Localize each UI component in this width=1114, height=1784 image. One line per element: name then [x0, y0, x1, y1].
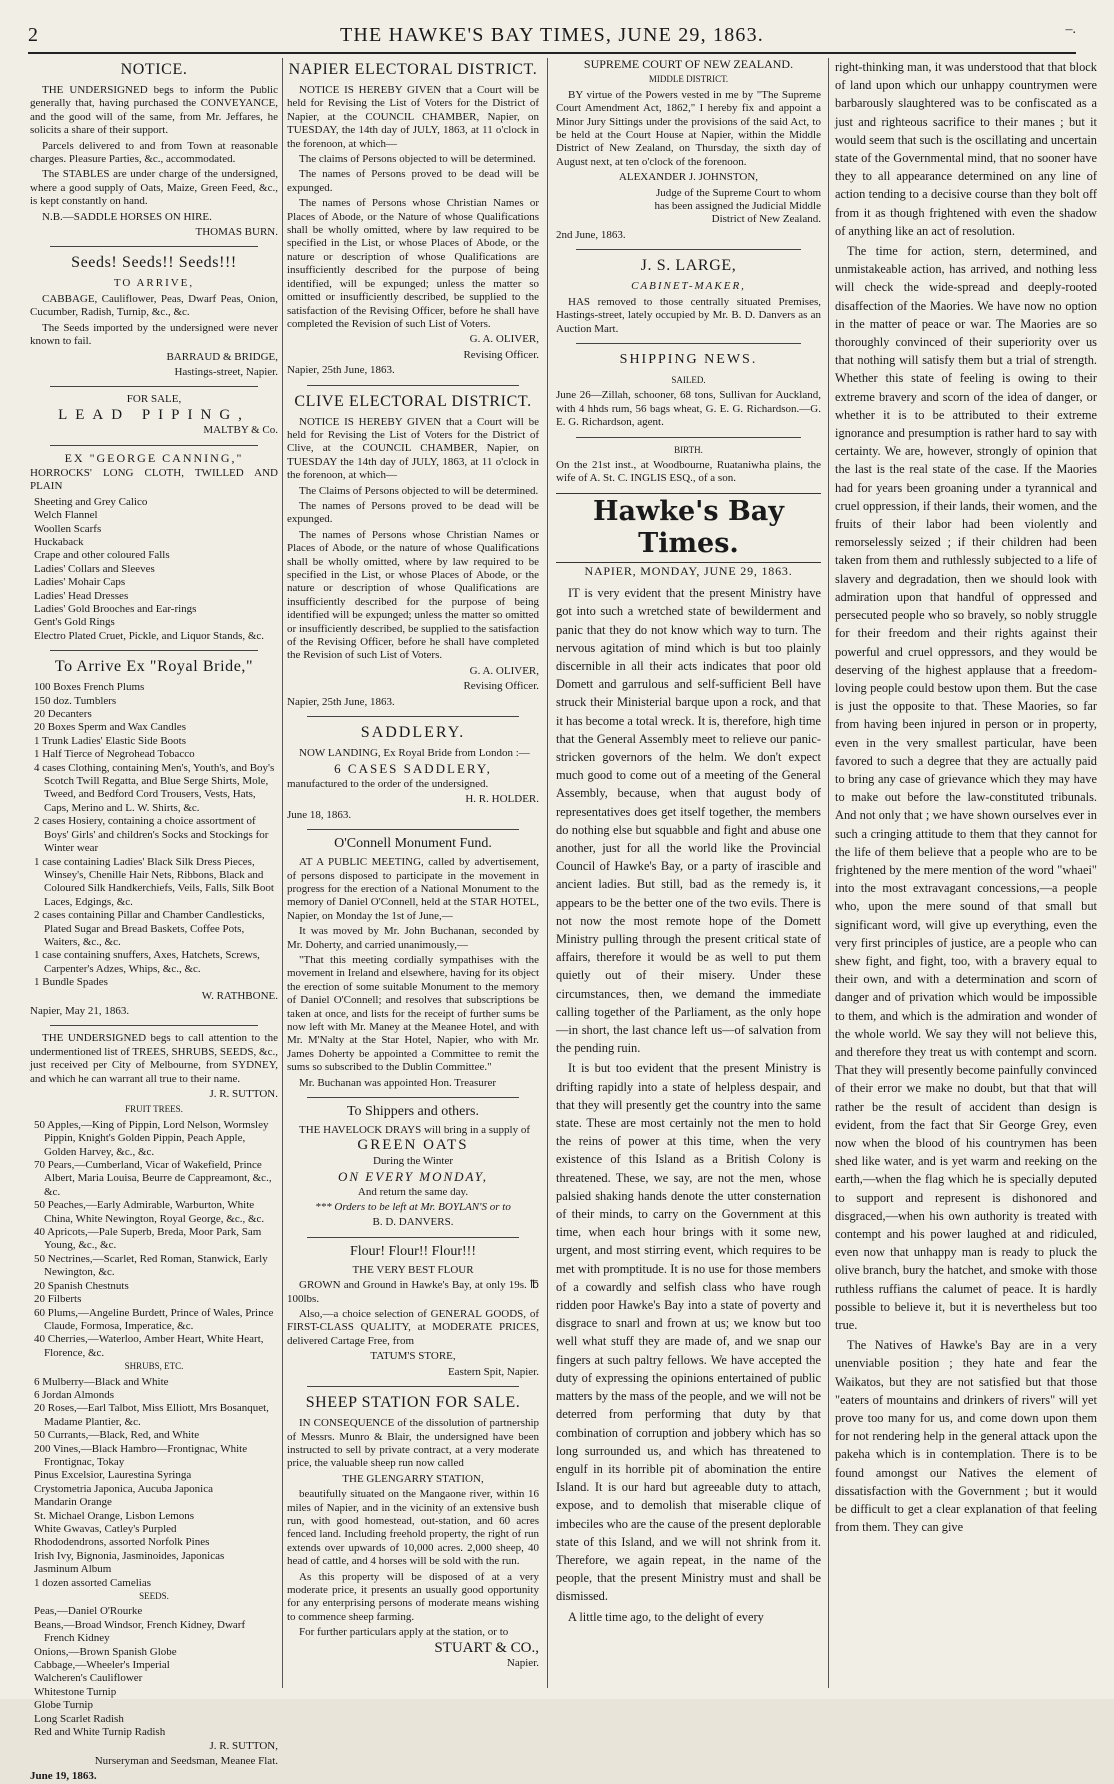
list-item: 1 Trunk Ladies' Elastic Side Boots	[34, 734, 187, 747]
birth-notice	[556, 444, 821, 486]
trees-date: June 19, 1863.	[30, 1770, 97, 1783]
column-rule	[828, 58, 829, 1688]
sheep-heading: SHEEP STATION FOR SALE.	[305, 1394, 521, 1412]
list-item: 50 Apples,—King of Pippin, Lord Nelson, Wormsley Pippin, Knight's Golden Pippin, Peach Apple, Golden Harvey, &c., &c.	[34, 1118, 269, 1158]
list-item: Red and White Turnip Radish	[34, 1726, 166, 1739]
list-item: White Gwavas, Catley's Purpled	[34, 1523, 177, 1535]
clive-date: Napier, 25th June, 1863.	[287, 695, 395, 708]
column-1	[30, 58, 278, 1783]
napier-signature: G. A. OLIVER,	[469, 333, 539, 346]
oconnell-para: AT A PUBLIC MEETING, called by advertisement, of persons disposed to participate in the movement in progress for the erection of a National Monument to the memory of Daniel O'Connell, held at the STAR HOTEL, Napier, on Monday the 1st of June,—	[287, 856, 539, 922]
court-heading: SUPREME COURT OF NEW ZEALAND.	[583, 57, 794, 71]
trees-signature: J. R. SUTTON.	[209, 1088, 278, 1100]
saddlery-para: 6 CASES SADDLERY,	[334, 761, 492, 777]
seeds-signature: BARRAUD & BRIDGE,	[166, 350, 278, 363]
lead-body: LEAD PIPING,	[58, 406, 250, 423]
sheep-signature: STUART & CO.,	[434, 1639, 539, 1656]
birth-para: On the 21st inst., at Woodbourne, Ruataniwha plains, the wife of A. St. C. INGLIS ESQ., of a son.	[556, 458, 821, 485]
notice-ad	[30, 60, 278, 239]
divider	[307, 1237, 519, 1238]
notice-heading: NOTICE.	[120, 61, 188, 78]
royal-heading: To Arrive Ex "Royal Bride,"	[54, 658, 254, 676]
column-3	[556, 58, 821, 1688]
court-signature: ALEXANDER J. JOHNSTON,	[618, 171, 759, 184]
oconnell-notice	[287, 836, 539, 1090]
napier-role: Revising Officer.	[463, 348, 539, 361]
column-2	[287, 58, 539, 1688]
flour-para: Also,—a choice selection of GENERAL GOODS, of FIRST-CLASS QUALITY, at MODERATE PRICES, delivered Cartage Free, from	[287, 1308, 539, 1347]
list-item: Walcheren's Cauliflower	[34, 1672, 143, 1685]
list-item: Jasminum Album	[34, 1563, 112, 1576]
lead-signature: MALTBY & Co.	[203, 424, 278, 437]
list-item: Electro Plated Cruet, Pickle, and Liquor Stands, &c.	[34, 629, 265, 642]
divider	[307, 385, 519, 386]
list-item: 200 Vines,—Black Hambro—Frontignac, White Frontignac, Tokay	[34, 1442, 248, 1468]
list-item: Gent's Gold Rings	[34, 616, 115, 629]
list-item: Globe Turnip	[34, 1699, 93, 1712]
shippers-para: And return the same day.	[357, 1185, 469, 1198]
large-heading: J. S. LARGE,	[640, 257, 737, 275]
george-canning-ad	[30, 452, 278, 644]
oconnell-para: "That this meeting cordially sympathises with the movement in Ireland and elsewhere, having for its object the erection of some suitable Monument to the memory of Daniel O'Connell; and resolves that subscriptions be taken at once, and lists for the receipt of further sums be now left with Mr. Maney at the Meanee Hotel, and with Mr. M'Nalty at the Star Hotel, Napier, who with Mr. James Doherty be appointed a Committee to remit the sums so subscribed to the Dublin Committee."	[287, 953, 539, 1074]
clive-para: The names of Persons whose Christian Names or Places of Abode, or the nature of whose Qualifications shall be wholly omitted, where by law required to be specified in the List, or whose Places of Abode, or the nature or description of whose Qualifications are insufficiently described for the purpose of being identified will be expunged; unless the matter so omitted or insufficiently described, be supplied to the satisfaction of the Revising Officer, before he shall have completed the Revision of such List of Voters.	[287, 528, 539, 662]
column-rule	[547, 58, 548, 1688]
george-heading: EX "GEORGE CANNING,"	[64, 450, 244, 465]
divider	[50, 246, 258, 247]
list-item: Whitestone Turnip	[34, 1685, 117, 1698]
clive-role: Revising Officer.	[463, 680, 539, 693]
list-item: 4 cases Clothing, containing Men's, Youth's, and Boy's Scotch Twill Regatta, and Blue Serge Shirts, Mole, Tweed, and Bedford Cord Trousers, Vests, Hats, Caps, Merino and L. W. Shirts, &c.	[34, 761, 275, 814]
divider	[50, 445, 258, 446]
list-item: Huckaback	[34, 535, 84, 548]
napier-para: The names of Persons whose Christian Names or Places of Abode, or the Nature of whose Qualifications shall be wholly omitted, where by law required to be specified in the List, or whose Places of Abode, or the nature or description of whose Qualifications are insufficiently described for the purpose of being identified, will be expunged; unless the matter so omitted or insufficiently described, be supplied to the satisfaction of the Revising Officer, before he shall have completed the Revision of such List of Voters.	[287, 197, 539, 330]
trees-intro: THE UNDERSIGNED begs to call attention to the undermentioned list of TREES, SHRUBS, SEEDS, &c., just received per City of Melbourne, from SYDNEY, and which he can warrant all true to their name.	[30, 1032, 278, 1085]
clive-para: NOTICE IS HEREBY GIVEN that a Court will be held for Revising the List of Voters for the District of Clive, at the COUNCIL CHAMBER, Napier, on TUESDAY the 14th day of JULY, 1863, at 11 o'clock in the forenoon, at which—	[287, 415, 539, 482]
shippers-para: During the Winter	[372, 1154, 453, 1167]
list-item: 20 Roses,—Earl Talbot, Miss Elliott, Mrs Bosanquet, Madame Plantier, &c.	[34, 1402, 269, 1428]
shipping-news	[556, 350, 821, 430]
flour-ad	[287, 1244, 539, 1379]
editorial-para: A little time ago, to the delight of every	[568, 1609, 764, 1624]
seeds-subheading: TO ARRIVE,	[113, 277, 195, 290]
list-item: 1 case containing snuffers, Axes, Hatchets, Screws, Carpenter's Adzes, Whips, &c., &c.	[34, 949, 260, 975]
list-item: 50 Nectrines,—Scarlet, Red Roman, Stanwick, Early Newington, &c.	[34, 1252, 268, 1279]
saddlery-ad	[287, 723, 539, 822]
list-item: 1 case containing Ladies' Black Silk Dress Pieces, Winsey's, Chenille Hair Nets, Ribbons, Black and Coloured Silk Handkerchiefs, Veils, Falls, Silk Boot Laces, Edgings, &c.	[34, 855, 274, 908]
trees-sub: SHRUBS, ETC.	[124, 1361, 184, 1372]
list-item: 150 doz. Tumblers	[34, 694, 117, 707]
sheep-para: IN CONSEQUENCE of the dissolution of partnership of Messrs. Munro & Blair, the undersigned have been instructed to sell by private contract, at a very moderate price, the valuable sheep run now called	[287, 1417, 539, 1470]
napier-para: The names of Persons proved to be dead will be expunged.	[287, 168, 539, 194]
trees-signature: J. R. SUTTON,	[209, 1739, 278, 1752]
flour-para: GROWN and Ground in Hawke's Bay, at only 19s. ℔ 100lbs.	[287, 1279, 539, 1305]
list-item: 100 Boxes French Plums	[34, 681, 145, 694]
list-item: Mandarin Orange	[34, 1496, 112, 1509]
notice-para: The STABLES are under charge of the undersigned, where a good supply of Oats, Maize, Green Feed, &c., is kept constantly on hand.	[30, 168, 278, 208]
trees-sub: SEEDS.	[139, 1591, 169, 1602]
divider	[50, 386, 258, 387]
notice-para: N.B.—SADDLE HORSES ON HIRE.	[42, 210, 212, 223]
list-item: 1 Half Tierce of Negrohead Tobacco	[34, 748, 195, 761]
oconnell-para: It was moved by Mr. John Buchanan, seconded by Mr. Doherty, and carried unanimously,—	[287, 925, 539, 951]
divider	[307, 716, 519, 717]
shipping-sub: SAILED.	[671, 374, 706, 385]
list-item: Long Scarlet Radish	[34, 1712, 124, 1725]
list-item: 2 cases Hosiery, containing a choice assortment of Boys' Girls' and children's Socks and Stockings for Winter wear	[34, 815, 269, 855]
court-sub: MIDDLE DISTRICT.	[648, 74, 729, 85]
clive-heading: CLIVE ELECTORAL DISTRICT.	[294, 392, 532, 410]
lead-ad	[30, 393, 278, 437]
large-para: HAS removed to those centrally situated Premises, Hastings-street, lately occupied by Mr. B. D. Danvers as an Auction Mart.	[556, 295, 821, 335]
editorial-para: The time for action, stern, determined, and unmistakeable action, has arrived, and nothing less will check the wide-spread and deeply-rooted disaffection of the Maories. We have now no option in the matter of peace or war. The Maories are so thoroughly convinced of their superiority over us that nothing will satisfy them but a trial of strength. Whether this state of feeling is owing to their extreme bravery and scorn of the idea of danger, or whether it is to be attributed to their extreme ignorance and presumption is rather hard to say with certainty. We are, however, strongly of opinion that the last is the real state of the case. If the Maories had for years been groaning under a tyrannical and cruel oppression, if their lands, their women, and the fruits of their labor had been violently and remorselessly seized ; if their children had been taken from them and ruthlessly subjected to a life of slavery and degradation, then we should look with admiration upon that handful of oppressed and persecuted people who so bravely, so nobly struggle for their freedom and their rights against their powerful and cruel oppressors, and they would be deserving of the highest applause that a freedom-loving people could bestow upon them. But the case is just the opposite to that. These Maories, so far from having been injured in person or in property, even in the very smallest particular, have been favored to such a degree that they are actually paid to bring any case of grievance which they may have to make out before the law-constituted tribunals. And not only that ; we have shown ourselves ever in such a cringing attitude to them that they cannot for the life of them believe that a people who are to be frightened by the mere mention of the word "whaei" into the most extravagant concessions,—a people who, upon the mere sound of that small but significant word, will give up everything, even the very first principles of justice, are a people who can shew fight, and fight, too, with a bravery equal to their own, and with a determination and scorn of danger and of privation which would be impossible to them, and which is the admiration and wonder of the whole world. We say they will not believe this, and therefore they treat us with contempt and scorn. That they will presently become painfully convinced of their error we make no doubt, but that that will rather be the result of accident than design is evident, from the fact that Sir George Grey, even now when the blood of his countrymen has been shed like water, and is yet warm and reeking on the earth,—when the flag which he is specially deputed to support and represent is dishonored and disgraced,—when his own authority is treated with contempt and his power laughed at and ridiculed, even now that unhappy man is ready to pluck the olive branch, bury the hatchet, and smoke with those ruthless ruffians the calumet of peace. It is hardly possible to believe it, but it is nevertheless but too true.	[835, 244, 1097, 1333]
saddlery-para: manufactured to the order of the undersigned.	[287, 777, 489, 790]
list-item: 20 Spanish Chestnuts	[34, 1279, 129, 1292]
napier-date: Napier, 25th June, 1863.	[287, 364, 395, 377]
sheep-para: THE GLENGARRY STATION,	[342, 1472, 484, 1485]
court-para: BY virtue of the Powers vested in me by "The Supreme Court Amendment Act, 1862," I hereby fix and appoint a Minor Jury Sittings under the provisions of the said Act, to be held at the Court House at Napier, within the Middle District of New Zealand, on Thursday, the sixth day of August next, at ten o'clock of the forenoon.	[556, 88, 821, 168]
clive-electoral-notice	[287, 392, 539, 710]
editorial-para: IT is very evident that the present Ministry have got into such a wretched state of bewilderment and panic that they do not know which way to turn. The nervous agitation of mind which is but too plainly discernible in all their acts indicates that poor old Domett and garrulous and self-sufficient Bell have struck their Ministerial barque upon a rock, and that it has become a total wreck. It is, therefore, high time that the General Assembly meet to relieve our panic-stricken governors of the helm. We don't expect much good to come out of a meeting of the General Assembly, because, when that august body of representatives does get itself together, the members do nothing else but squabble and fight and abuse one another, just for all the world like the Provincial Council of Hawke's Bay, or a party of irascible and ancient ladies. But still, bad as the remedy is, it appears to be the better one of the two evils. There is not now the most remote hope of the Domett Ministry pulling through the present critical state of affairs, therefore it would be as well to put them quietly out of their misery. Under these circumstances, then, we demand the immediate calling together of the Parliament, as the only hope—in short, the last chance left us—of salvation from the pending ruin.	[556, 586, 821, 1056]
list-item: Irish Ivy, Bignonia, Jasminoides, Japonicas	[34, 1549, 225, 1562]
shipping-para: June 26—Zillah, schooner, 68 tons, Sullivan for Auckland, with 4 hhds rum, 56 bags wheat, G. E. G. Richardson.—G. E. G. Richardson, agent.	[556, 389, 821, 429]
clive-para: The Claims of Persons objected to will be determined.	[299, 484, 539, 497]
court-role: Judge of the Supreme Court to whom has been assigned the Judicial Middle District of New Zealand.	[654, 186, 821, 226]
list-item: Pinus Excelsior, Laurestina Syringa	[34, 1469, 192, 1482]
list-item: 50 Currants,—Black, Red, and White	[34, 1429, 200, 1442]
oconnell-heading: O'Connell Monument Fund.	[334, 836, 492, 852]
list-item: 60 Plums,—Angeline Burdett, Prince of Wales, Prince Claude, Formosa, Imperatice, &c.	[34, 1306, 274, 1332]
editorial-para: It is but too evident that the present Ministry is drifting rapidly into a state of helpless despair, and that they will presently get the country into the same state. These are most certainly not the men to hold the reins of power at this time, when the very existence of this Island as a British Colony is threatened. These, we say, are not the men, whose palsied shaking hands denote the utter consternation of their minds, to carry on the Government at this time, when each hour brings with it some new, urgent, and most stirring event, which requires to be met with promptitude. It is no use for those members of a cowardly and selfish class who have rough ridden poor Hawke's Bay into a state of poverty and disgrace to snarl and frown at us; we know but too well what stuff they are made of, and we snap our fingers at such paltry fellows. We have accepted the duty of expressing the opinions entertained of public matters by the mass of the people, and we will not be deterred from performing that duty by that combination of corruption and jobbery which has so long surrounded us, and which has threatened to engulf in its horrible pit of abomination the entire Island. It is our hard but agreeable duty to attach, expose, and to demolish that miserable clique of imbeciles who are the cause of the present deplorable state of this Island, and we will not shrink from it. Therefore, we again repeat, in the name of the people, that the present Ministry must and shall be dismissed.	[556, 1061, 821, 1604]
saddlery-heading: SADDLERY.	[360, 724, 466, 742]
oconnell-para: Mr. Buchanan was appointed Hon. Treasurer	[299, 1076, 497, 1089]
list-item: 40 Apricots,—Pale Superb, Breda, Moor Park, Sam Young, &c., &c.	[34, 1226, 262, 1252]
supreme-court-notice	[556, 58, 821, 242]
list-item: Beans,—Broad Windsor, French Kidney, Dwarf French Kidney	[34, 1618, 246, 1645]
clive-signature: G. A. OLIVER,	[469, 664, 539, 677]
saddlery-para: NOW LANDING, Ex Royal Bride from London :—	[299, 747, 530, 760]
sheep-para: For further particulars apply at the station, or to	[299, 1626, 509, 1639]
editorial-para: The Natives of Hawke's Bay are in a very unenviable position ; they hate and fear the Waikatos, but they are not satisfied but that those "eaters of mountains and drinkers of rivers" will yet prove too many for us, and come down upon them for not rendering help in the general attack upon the pakeha which is in contemplation. There is to be found amongst our Natives the element of dissatisfaction with the Government ; but it would be difficult to get a clear explanation of that feeling from them. They can give	[835, 1338, 1097, 1535]
list-item: Ladies' Mohair Caps	[34, 576, 126, 589]
seeds-para: CABBAGE, Cauliflower, Peas, Dwarf Peas, Onion, Cucumber, Radish, Turnip, &c., &c.	[30, 292, 278, 319]
shippers-para: ON EVERY MONDAY,	[337, 1169, 489, 1185]
list-item: Ladies' Head Dresses	[34, 589, 129, 602]
list-item: 6 Mulberry—Black and White	[34, 1375, 169, 1388]
list-item: 1 Bundle Spades	[34, 976, 108, 989]
notice-para: Parcels delivered to and from Town at reasonable charges. Pleasure Parties, &c., accommodated.	[30, 139, 278, 166]
page-header	[28, 22, 1076, 54]
list-item: Crape and other coloured Falls	[34, 549, 170, 562]
dateline: NAPIER, MONDAY, JUNE 29, 1863.	[584, 563, 793, 578]
list-item: 70 Pears,—Cumberland, Vicar of Wakefield, Prince Albert, Maria Louisa, Beurre de Cappreamont, &c., &c.	[34, 1159, 272, 1198]
trees-ad	[30, 1032, 278, 1783]
list-item: Welch Flannel	[34, 509, 98, 522]
seeds-address: Hastings-street, Napier.	[174, 365, 278, 378]
list-item: Sheeting and Grey Calico	[34, 495, 148, 508]
seeds-para: The Seeds imported by the undersigned were never known to fail.	[30, 321, 278, 348]
divider	[307, 1386, 519, 1387]
seeds-heading: Seeds! Seeds!! Seeds!!!	[71, 254, 237, 272]
column-4	[835, 58, 1097, 1688]
george-lead: HORROCKS' LONG CLOTH, TWILLED AND PLAIN	[30, 466, 278, 493]
shippers-heading: To Shippers and others.	[346, 1104, 479, 1119]
napier-electoral-notice	[287, 60, 539, 378]
list-item: Ladies' Collars and Sleeves	[34, 562, 155, 575]
list-item: Ladies' Gold Brooches and Ear-rings	[34, 603, 197, 615]
list-item: 40 Cherries,—Waterloo, Amber Heart, White Heart, Florence, &c.	[34, 1333, 264, 1359]
shippers-para: THE HAVELOCK DRAYS will bring in a supply of	[299, 1124, 531, 1136]
newspaper-title: THE HAWKE'S BAY TIMES, JUNE 29, 1863.	[340, 24, 764, 46]
shippers-para: *** Orders to be left at Mr. BOYLAN'S or to	[315, 1201, 511, 1214]
shipping-heading: SHIPPING NEWS.	[619, 351, 758, 367]
shippers-para: GREEN OATS	[357, 1137, 469, 1154]
napier-para: NOTICE IS HEREBY GIVEN that a Court will be held for Revising the List of Voters for the District of Napier, at the COUNCIL CHAMBER, Napier, on TUESDAY, the 14th day of JULY, 1863, at 11 o'clock in the forenoon, at which—	[287, 84, 539, 150]
list-item: 50 Peaches,—Early Admirable, Warburton, White China, White Newington, Royal George, &c., &c.	[34, 1199, 265, 1225]
list-item: 20 Filberts	[34, 1293, 82, 1306]
napier-heading: NAPIER ELECTORAL DISTRICT.	[288, 61, 538, 78]
flour-signature: TATUM'S STORE,	[370, 1350, 456, 1363]
flour-heading: Flour! Flour!! Flour!!!	[350, 1243, 476, 1259]
list-item: 6 Jordan Almonds	[34, 1388, 115, 1401]
list-item: 2 cases containing Pillar and Chamber Candlesticks, Plated Sugar and Bread Baskets, Coffee Pots, Waiters, &c., &c.	[34, 909, 265, 948]
divider	[307, 1097, 519, 1098]
list-item: 20 Decanters	[34, 708, 92, 721]
list-item: Rhododendrons, assorted Norfolk Pines	[34, 1536, 210, 1549]
list-item: Cabbage,—Wheeler's Imperial	[34, 1659, 170, 1672]
large-ad	[556, 256, 821, 336]
lead-heading: FOR SALE,	[126, 393, 182, 406]
birth-heading: BIRTH.	[674, 444, 703, 455]
trees-sub: FRUIT TREES.	[125, 1104, 183, 1115]
editorial	[556, 584, 821, 1626]
trees-role: Nurseryman and Seedsman, Meanee Flat.	[94, 1754, 278, 1767]
list-item: Peas,—Daniel O'Rourke	[34, 1605, 143, 1618]
divider	[576, 343, 801, 344]
large-sub: CABINET-MAKER,	[631, 280, 746, 293]
divider	[576, 249, 801, 250]
royal-bride-ad	[30, 657, 278, 1018]
page-number: 2	[28, 24, 38, 46]
saddlery-date: June 18, 1863.	[287, 808, 352, 821]
divider	[576, 437, 801, 438]
masthead: Hawke's Bay Times.	[556, 493, 821, 563]
list-item: Woollen Scarfs	[34, 522, 102, 535]
divider	[50, 1025, 258, 1026]
royal-signature: W. RATHBONE.	[201, 989, 278, 1002]
column-rule	[282, 58, 283, 1688]
court-date: 2nd June, 1863.	[556, 228, 626, 241]
shippers-ad	[287, 1104, 539, 1230]
list-item: Onions,—Brown Spanish Globe	[34, 1645, 177, 1658]
divider	[307, 829, 519, 830]
divider	[50, 650, 258, 651]
shippers-signature: B. D. DANVERS.	[372, 1216, 454, 1229]
clive-para: The names of Persons proved to be dead will be expunged.	[287, 499, 539, 526]
editorial-para: right-thinking man, it was understood that that block of land upon which our unhappy countrymen were barbarously slaughtered was to be confiscated as a just and righteous sacrifice to their manes ; but it would seem that such is the oscillating and uncertain state of the Governmental mind, that no sooner have they to all appearance determined on any line of action tending to a decisive course than they bolt off from it as though frightened with even the shadow of anything like an act of resolution.	[835, 60, 1097, 238]
list-item: 20 Boxes Sperm and Wax Candles	[34, 721, 186, 734]
sheep-para: As this property will be disposed of at a very moderate price, it presents an usually good opportunity for any enterprising persons of moderate means wishing to commence sheep farming.	[287, 1570, 539, 1623]
seeds-ad	[30, 253, 278, 379]
napier-para: The claims of Persons objected to will be determined.	[299, 153, 536, 166]
list-item: Crystometria Japonica, Aucuba Japonica	[34, 1482, 214, 1495]
corner-mark: –.	[1065, 22, 1076, 37]
notice-signature: THOMAS BURN.	[195, 226, 278, 239]
notice-para: THE UNDERSIGNED begs to inform the Public generally that, having purchased the CONVEYANCE, and the good will of the same, from Mr. Jeffares, he solicits a share of their support.	[30, 84, 278, 137]
royal-date: Napier, May 21, 1863.	[30, 1004, 130, 1017]
flour-address: Eastern Spit, Napier.	[447, 1365, 539, 1378]
flour-sub: THE VERY BEST FLOUR	[352, 1263, 474, 1276]
saddlery-signature: H. R. HOLDER.	[465, 793, 539, 806]
sheep-para: beautifully situated on the Mangaone river, within 16 miles of Napier, and in the vicinity of an extensive bush run, with good homestead, out-station, and 60 acres fenced land. Including freehold property, the right of run extends over upwards of 10,000 acres. 2,000 sheep, 40 head of cattle, and 4 horses will be sold with the run.	[287, 1488, 539, 1568]
sheep-address: Napier.	[506, 1657, 539, 1669]
list-item: 1 dozen assorted Camelias	[34, 1576, 151, 1589]
list-item: St. Michael Orange, Lisbon Lemons	[34, 1509, 195, 1522]
sheep-station-ad	[287, 1393, 539, 1670]
